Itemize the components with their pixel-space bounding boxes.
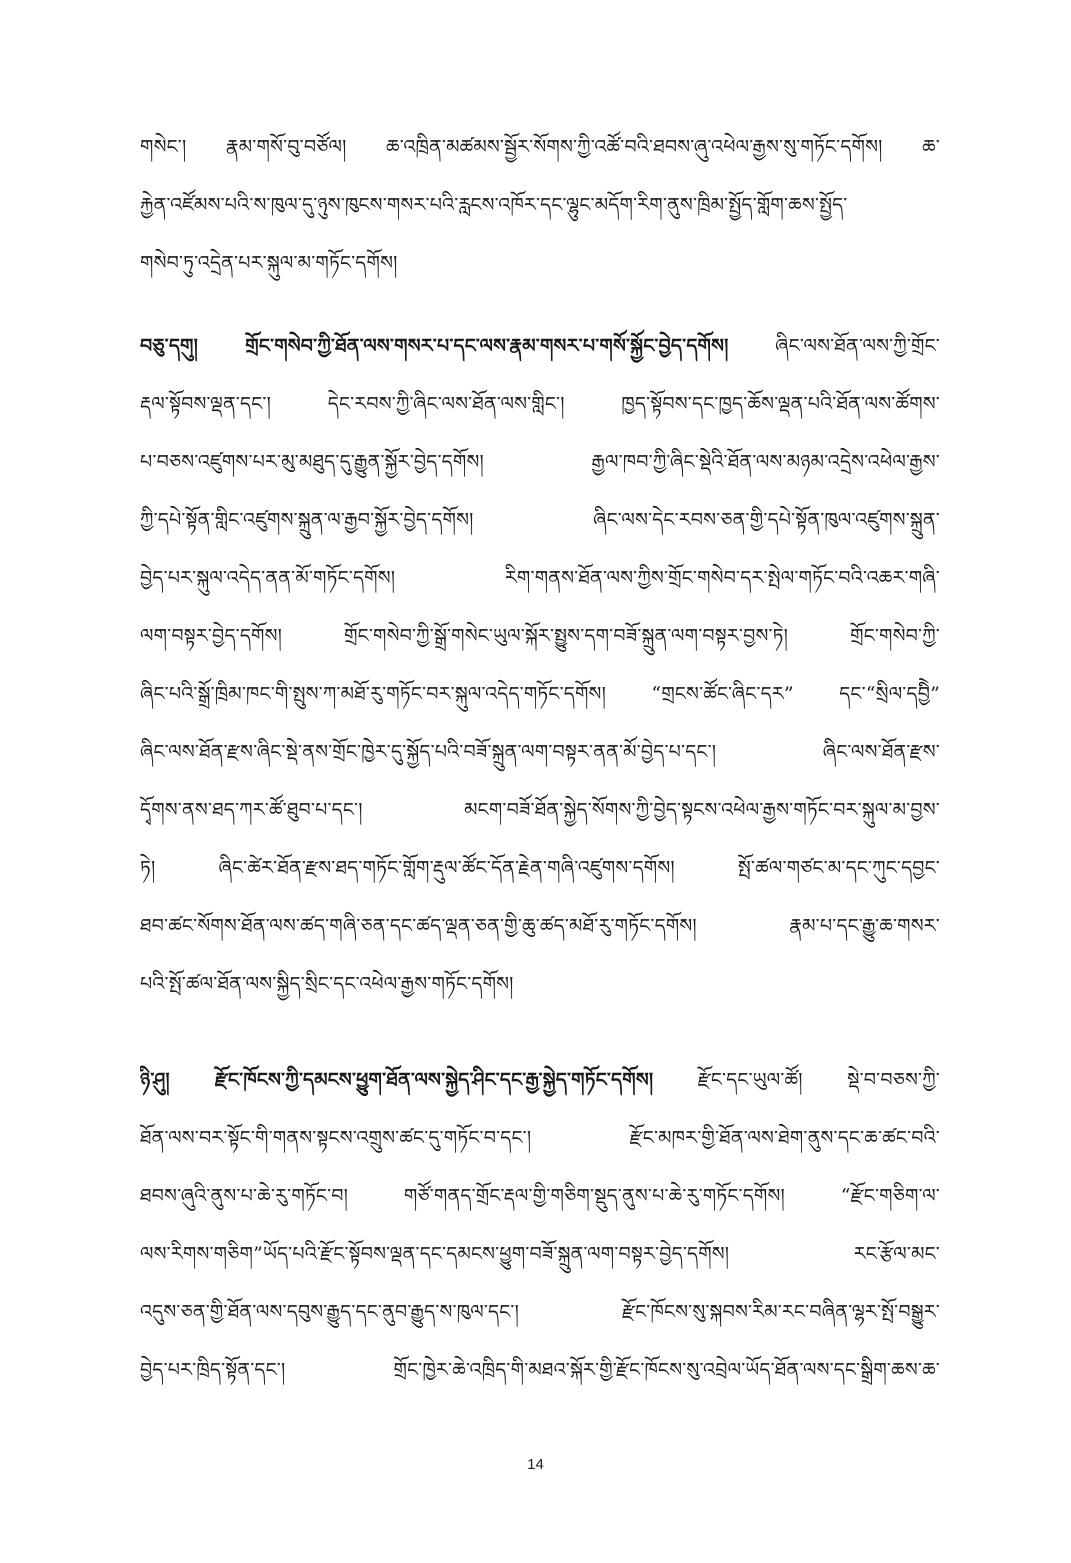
paragraph-3 — [140, 1051, 940, 1399]
text-line: རྡལ་སྟོབས་ལྡན་དང་། དེང་རབས་ཀྱི་ཞིང་ལས་ཐོན་ལས་གླིང་། ཁྱད་སྟོབས་དང་ཁྱད་ཆོས་ལྡན་པའི་ཐོན་ལས་ཚོགས་ — [140, 393, 940, 415]
text-line: བྱེད་པར་ཁྲིད་སྟོན་དང་། གྲོང་ཁྱེར་ཆེ་འཁྲིད་གི་མཐའ་སྐོར་གྱི་རྫོང་ཁོངས་སུ་འབྲེལ་ཡོད་ཐོན་ལས་དང་སྒྲིག་ཆས་ཆ་ — [140, 1359, 940, 1381]
text-line: ལག་བསྟར་བྱེད་དགོས། གྲོང་གསེབ་ཀྱི་སྒྲོ་གསེང་ཡུལ་སྐོར་སྤྱུས་དག་བཟོ་སྐྲུན་ལག་བསྟར་བྱས་ཏེ། གྲོང་གསེབ་ཀྱི་ — [140, 625, 940, 647]
text-line: དྭོགས་ནས་ཐད་ཀར་ཚོ་ཐུབ་པ་དང་། མངག་བཟོ་ཐོན་སྐྱེད་སོགས་ཀྱི་བྱེད་སྟངས་འཕེལ་རྒྱས་གཏོང་བར་སྐུལ་མ་བྱས་ — [140, 799, 940, 821]
text-line: གསེང་། རྣམ་གསོ་བུ་བཙོལ། ཆ་འཁྲིན་མཚམས་སྦྱོར་སོགས་ཀྱི་འཚོ་བའི་ཐབས་ཞུ་འཕེལ་རྒྱས་སུ་གཏོང་དགོས། ཆ་ — [140, 136, 940, 158]
text-line: ཞིང་པའི་སྒྲོ་ཁྲིམ་ཁང་གི་སྤུས་ཀ་མཐོ་རུ་གཏོང་བར་སྐུལ་འདེད་གཏོང་དགོས། “གྲངས་ཚོང་ཞིང་དར” དང་“སྲིལ་དབྱིེ” — [140, 683, 940, 705]
text-line: རྐྱེན་འཛོམས་པའི་ས་ཁུལ་དུ་ཉུས་ཁུངས་གསར་པའི་རླངས་འཁོར་དང་ལྷུང་མདོག་རིག་ནུས་ཁྲིམ་སྤྱོད་གློག་ཆས་སྤྱོད་ — [140, 194, 848, 216]
text-line: པའི་སྤོ་ཚལ་ཐོན་ལས་སྐྱིད་སྲིང་དང་འཕེལ་རྒྱས་གཏོང་དགོས། — [140, 973, 514, 995]
text-line: པ་བཅས་འཛུགས་པར་མུ་མཐུད་དུ་རྒྱུན་སྐྱོར་བྱེད་དགོས། རྒྱལ་ཁབ་ཀྱི་ཞིང་སྡེའི་ཐོན་ལས་མཉམ་འདྲེས་འཕེལ་རྒྱས་ — [140, 451, 940, 473]
text-run: རྫོང་དང་ཡུལ་ཚོ། སྡེ་བ་བཅས་ཀྱི་ — [653, 1069, 940, 1091]
text-line: འདུས་ཅན་གྱི་ཐོན་ལས་དབུས་རྒྱུད་དང་ནུབ་རྒྱུད་ས་ཁུལ་དང་། རྫོང་ཁོངས་སུ་སྐབས་རིམ་རང་བཞིན་ལྷར་སྤོ་བསྒྱུར་ — [140, 1301, 940, 1323]
text-line — [140, 317, 940, 375]
text-line — [140, 1051, 940, 1109]
page-number: 14 — [527, 1456, 544, 1473]
text-line: བྱེད་པར་སྐུལ་འདེད་ནན་མོ་གཏོང་དགོས། རིག་གནས་ཐོན་ལས་ཀྱིས་གྲོང་གསེབ་དར་སྤེལ་གཏོང་བའི་འཆར་གཞི་ — [140, 567, 940, 589]
text-line: ཞིང་ལས་ཐོན་རྫས་ཞིང་སྡེ་ནས་གྲོང་ཁྱེར་དུ་སྐྱོད་པའི་བཟོ་སྐྲུན་ལག་བསྟར་ནན་མོ་བྱེད་པ་དང་། ཞིང་ལས་ཐོན་རྫས་ — [140, 741, 940, 763]
text-line: ཏེ། ཞིང་ཚེར་ཐོན་རྫས་ཐད་གཏོང་གློག་རྡུལ་ཚོང་དོན་རྗེན་གཞི་འཛུགས་དགོས། སྤོ་ཚལ་གཙང་མ་དང་ཀུང་དབྱང་ — [140, 857, 940, 879]
text-line: ཐབས་ཞུའི་ནུས་པ་ཆེ་རུ་གཏོང་བ། གཙོ་གནད་གྲོང་རྡལ་གྱི་གཅིག་སྡུད་ནུས་པ་ཆེ་རུ་གཏོང་དགོས། “རྫོང་གཅིག་ལ་ — [140, 1185, 940, 1207]
text-line: ཐོན་ལས་བར་སྟོང་གི་གནས་སྟངས་འགྲུས་ཚང་དུ་གཏོང་བ་དང་། རྫོང་མཁར་གྱི་ཐོན་ལས་ཐེག་ནུས་དང་ཆ་ཚང་བའི་ — [140, 1127, 940, 1149]
section-heading-19: བཅུ་དགུ། གྲོང་གསེབ་ཀྱི་ཐོན་ལས་གསར་པ་དང་ལས་རྣམ་གསར་པ་གསོ་སྐྱོང་བྱེད་དགོས། — [140, 335, 729, 357]
text-line: ཀྱི་དཔེ་སྟོན་གླིང་འཛུགས་སྐྲུན་ལ་རྒྱབ་སྐྱོར་བྱེད་དགོས། ཞིང་ལས་དེང་རབས་ཅན་གྱི་དཔེ་སྟོན་ཁུལ་འཛུགས་སྐྲུན་ — [140, 509, 940, 531]
text-run: ཞིང་ལས་ཐོན་ལས་ཀྱི་གྲོང་ — [728, 335, 940, 357]
section-heading-20: ཉི་ཤུ། རྫོང་ཁོངས་ཀྱི་དམངས་ཕྱུག་ཐོན་ལས་སྐྱེད་ཤིང་དང་རྒྱ་སྐྱེད་གཏོང་དགོས། — [140, 1069, 654, 1091]
paragraph-2 — [140, 317, 940, 1013]
text-line: གསེབ་ཏུ་འདྲེན་པར་སྐུལ་མ་གཏོང་དགོས། — [140, 252, 398, 274]
text-line: ཐབ་ཚང་སོགས་ཐོན་ལས་ཚད་གཞི་ཅན་དང་ཚད་ལྡན་ཅན་གྱི་ཆུ་ཚད་མཐོ་རུ་གཏོང་དགོས། རྣམ་པ་དང་རྒྱུ་ཆ་གསར་ — [140, 915, 940, 937]
paragraph-1 — [140, 118, 940, 292]
text-line: ལས་རིགས་གཅིག”ཡོད་པའི་རྫོང་སྟོབས་ལྡན་དང་དམངས་ཕྱུག་བཟོ་སྐྲུན་ལག་བསྟར་བྱེད་དགོས། རང་རྩོལ་མང་ — [140, 1243, 940, 1265]
